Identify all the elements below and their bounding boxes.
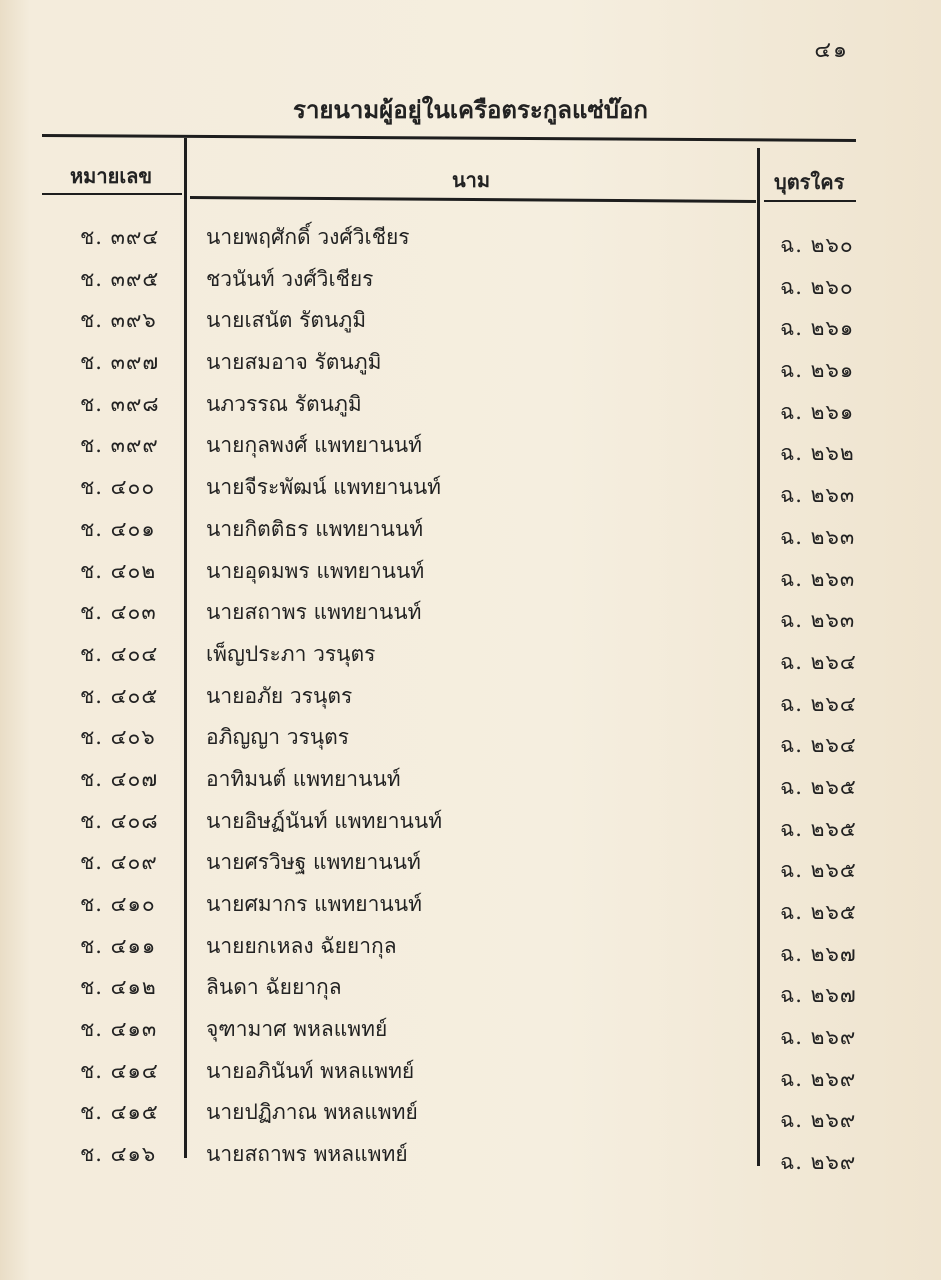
- row-parent: ฉ. ๒๖๓: [780, 483, 856, 508]
- table-row: [0, 840, 941, 882]
- header-number: หมายเลข: [70, 164, 153, 188]
- row-parent: ฉ. ๒๖๐: [780, 274, 854, 299]
- row-number: ช. ๔๑๑: [80, 933, 157, 958]
- row-number: ช. ๔๐๕: [80, 683, 159, 708]
- row-parent: ฉ. ๒๖๓: [780, 566, 856, 591]
- row-name: ลินดา ฉัยยากุล: [206, 975, 342, 1000]
- table-top-rule: [42, 134, 856, 142]
- row-parent: ฉ. ๒๖๕: [780, 774, 857, 799]
- row-parent: ฉ. ๒๖๑: [780, 358, 855, 383]
- row-parent: ฉ. ๒๖๔: [780, 691, 857, 716]
- row-parent: ฉ. ๒๖๕: [780, 816, 857, 841]
- row-parent: ฉ. ๒๖๑: [780, 316, 855, 341]
- row-name: นายอุดมพร แพทยานนท์: [206, 558, 425, 583]
- table-row: [0, 549, 941, 591]
- table-row: [0, 882, 941, 924]
- table-row: [0, 590, 941, 632]
- row-name: นายอภัย วรนุตร: [206, 683, 353, 708]
- header-bottom-rule-left: [42, 193, 182, 195]
- row-number: ช. ๓๙๗: [80, 350, 160, 375]
- table-row: [0, 1007, 941, 1049]
- table-row: [0, 799, 941, 841]
- table-row: [0, 507, 941, 549]
- row-name: นายพฤศักดิ์ วงศ์วิเชียร: [206, 225, 410, 249]
- table-row: [0, 757, 941, 799]
- row-name: นายสถาพร แพทยานนท์: [206, 600, 422, 625]
- row-parent: ฉ. ๒๖๗: [780, 983, 857, 1008]
- header-bottom-rule-right: [764, 200, 856, 202]
- row-name: นายปฏิภาณ พหลแพทย์: [206, 1100, 418, 1125]
- row-name: ชวนันท์ วงศ์วิเชียร: [206, 266, 374, 291]
- row-parent: ฉ. ๒๖๑: [780, 399, 855, 424]
- row-name: อาทิมนต์ แพทยานนท์: [206, 766, 401, 791]
- row-number: ช. ๔๑๕: [80, 1100, 159, 1125]
- table-row: [0, 465, 941, 507]
- row-name: นายอภินันท์ พหลแพทย์: [206, 1058, 415, 1083]
- row-name: นายยกเหลง ฉัยยากุล: [206, 933, 397, 958]
- table-row: [0, 382, 941, 424]
- table-row: [0, 340, 941, 382]
- row-number: ช. ๓๙๘: [80, 391, 160, 416]
- row-number: ช. ๔๐๐: [80, 475, 156, 500]
- row-parent: ฉ. ๒๖๓: [780, 608, 856, 633]
- row-parent: ฉ. ๒๖๓: [780, 524, 856, 549]
- row-number: ช. ๓๙๔: [80, 225, 160, 249]
- table-row: [0, 924, 941, 966]
- header-bottom-rule-middle: [190, 196, 756, 203]
- row-name: อภิญญา วรนุตร: [206, 725, 350, 750]
- table-body: [0, 215, 941, 1174]
- row-parent: ฉ. ๒๖๒: [780, 441, 855, 466]
- row-name: นายอิษฏ์นันท์ แพทยานนท์: [206, 808, 443, 833]
- table-row: [0, 1090, 941, 1132]
- row-name: จุฑามาศ พหลแพทย์: [206, 1017, 388, 1042]
- row-number: ช. ๔๐๑: [80, 516, 156, 541]
- row-number: ช. ๓๙๖: [80, 308, 157, 333]
- row-name: นภวรรณ รัตนภูมิ: [206, 391, 362, 416]
- row-name: นายสถาพร พหลแพทย์: [206, 1142, 408, 1167]
- row-number: ช. ๔๐๖: [80, 725, 156, 750]
- row-parent: ฉ. ๒๖๙: [780, 1066, 857, 1091]
- row-parent: ฉ. ๒๖๗: [780, 941, 857, 966]
- table-row: [0, 298, 941, 340]
- table-row: [0, 423, 941, 465]
- row-number: ช. ๔๐๒: [80, 558, 157, 583]
- row-parent: ฉ. ๒๖๙: [780, 1150, 857, 1175]
- header-name: นาม: [452, 168, 491, 192]
- header-parent: บุตรใคร: [774, 170, 845, 194]
- table-row: [0, 965, 941, 1007]
- row-number: ช. ๔๐๘: [80, 808, 159, 833]
- row-parent: ฉ. ๒๖๕: [780, 858, 857, 883]
- page-title: รายนามผู้อยู่ในเครือตระกูลแซ่บ๊อก: [293, 95, 648, 124]
- row-name: นายเสนัต รัตนภูมิ: [206, 308, 367, 333]
- row-parent: ฉ. ๒๖๐: [780, 233, 854, 257]
- row-number: ช. ๓๙๙: [80, 433, 159, 458]
- row-parent: ฉ. ๒๖๙: [780, 1108, 857, 1133]
- table-row: [0, 715, 941, 757]
- row-name: นายสมอาจ รัตนภูมิ: [206, 350, 382, 375]
- row-parent: ฉ. ๒๖๔: [780, 733, 857, 758]
- row-name: นายศมากร แพทยานนท์: [206, 892, 422, 916]
- row-number: ช. ๔๑๐: [80, 892, 156, 916]
- row-number: ช. ๔๑๓: [80, 1017, 158, 1042]
- table-row: [0, 1132, 941, 1174]
- row-number: ช. ๔๐๓: [80, 600, 157, 625]
- row-number: ช. ๔๐๙: [80, 850, 158, 875]
- table-row: [0, 674, 941, 716]
- row-name: เพ็ญประภา วรนุตร: [206, 641, 376, 666]
- row-name: นายจีระพัฒน์ แพทยานนท์: [206, 475, 442, 500]
- row-number: ช. ๔๐๗: [80, 766, 159, 791]
- row-number: ช. ๔๑๒: [80, 975, 157, 1000]
- row-parent: ฉ. ๒๖๔: [780, 649, 857, 674]
- row-name: นายกุลพงศ์ แพทยานนท์: [206, 433, 423, 458]
- table-row: [0, 215, 941, 257]
- table-row: [0, 257, 941, 299]
- row-number: ช. ๓๙๕: [80, 266, 160, 291]
- row-number: ช. ๔๑๔: [80, 1058, 159, 1083]
- row-name: นายกิตติธร แพทยานนท์: [206, 516, 424, 541]
- row-number: ช. ๔๑๖: [80, 1142, 157, 1167]
- page-number: ๔๑: [814, 38, 849, 63]
- table-row: [0, 632, 941, 674]
- row-parent: ฉ. ๒๖๙: [780, 1025, 857, 1050]
- row-parent: ฉ. ๒๖๕: [780, 900, 857, 924]
- table-row: [0, 1049, 941, 1091]
- row-name: นายศรวิษฐ แพทยานนท์: [206, 850, 421, 875]
- row-number: ช. ๔๐๔: [80, 641, 159, 666]
